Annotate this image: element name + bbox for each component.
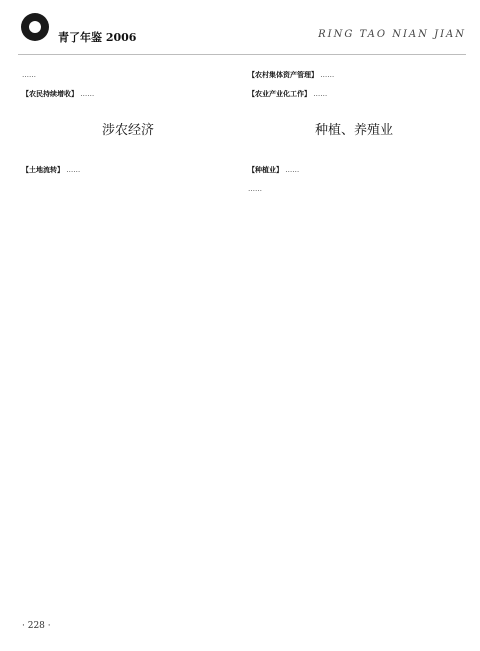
block-agri-industrialization [248,89,460,100]
left-first-paragraph [22,70,234,81]
heading-planting-breeding: 种植、养殖业 [314,122,393,138]
right-follow-paragraph-text: …… [248,184,262,193]
page-number: · 228 · [22,621,51,631]
block-land-transfer-text: …… [66,165,81,174]
block-farmer-income [22,89,234,100]
right-column [248,70,460,618]
block-agri-industrialization-label: 【农业产业化工作】 [248,88,311,98]
page-header [18,10,466,55]
block-planting-text: …… [285,165,300,174]
right-follow-paragraph [248,184,460,195]
block-land-transfer-label: 【土地流转】 [22,164,64,174]
left-column [22,70,234,618]
header-right-text: RING TAO NIAN JIAN [318,29,466,40]
left-first-paragraph-text: …… [22,71,36,79]
block-farmer-income-label: 【农民持续增收】 [22,88,78,98]
block-collective-assets-text: …… [320,71,335,79]
heading-agriculture-economy: 涉农经济 [101,122,154,138]
block-agri-industrialization-text: …… [313,89,328,98]
block-land-transfer [22,165,234,176]
block-planting [248,165,460,176]
block-farmer-income-text: …… [80,89,95,98]
block-planting-label: 【种植业】 [248,164,283,174]
block-collective-assets [248,70,460,81]
header-left-text: 青了年鉴 2006 [58,31,137,44]
block-collective-assets-label: 【农村集体资产管理】 [248,70,318,79]
logo-icon [18,10,52,44]
